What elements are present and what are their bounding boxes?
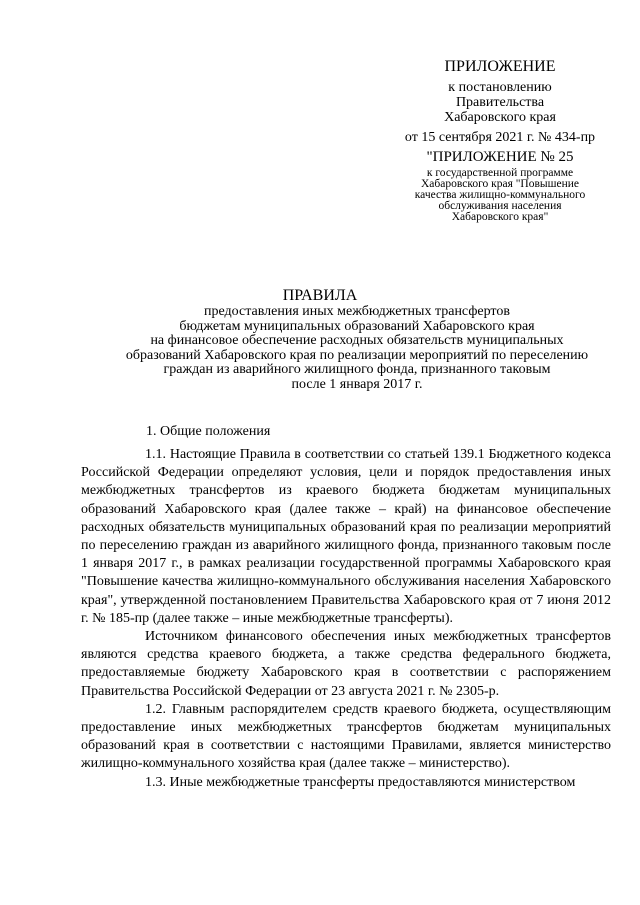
- paragraph-1-1: 1.1. Настоящие Правила в соответствии со статьей 139.1 Бюджетного кодекса Российской Федерации определяют условия, цели и порядок предоставления иных межбюджетных трансфертов из краевого бюджета бюджетам муниципальных образований Хабаровского края (далее также – край) на финансовое обеспечение расходных обязательств муниципальных образований края по реализации мероприятий по переселению граждан из аварийного жилищного фонда, признанного таковым после 1 января 2017 г., в рамках реализации государственной программы Хабаровского края "Повышение качества жилищно-коммунального обслуживания населения Хабаровского края", утвержденной постановлением Правительства Хабаровского края от 7 июня 2012 г. № 185-пр (далее также – иные межбюджетные трансферты).: [81, 447, 611, 626]
- rules-subtitle-line: бюджетам муниципальных образований Хабаровского края: [179, 318, 535, 334]
- rules-subtitle-line: предоставления иных межбюджетных трансфертов: [204, 304, 510, 319]
- rules-subtitle-line: на финансовое обеспечение расходных обязательств муниципальных: [150, 333, 564, 349]
- body-text: [81, 446, 611, 792]
- section-heading: 1. Общие положения: [146, 424, 271, 439]
- program-appendix-line-1: к государственной программе: [426, 167, 574, 179]
- paragraph-funding-source: Источником финансового обеспечения иных межбюджетных трансфертов являются средства краевого бюджета, а также средства федерального бюджета, предоставляемые бюджету Хабаровского края в соответствии с распоряжением Правительства Российской Федерации от 23 августа 2021 г. № 2305-р.: [81, 629, 611, 699]
- program-appendix-header: [385, 149, 615, 223]
- appendix-header: [385, 58, 615, 145]
- paragraph-1-3: 1.3. Иные межбюджетные трансферты предоставляются министерством: [145, 774, 576, 790]
- rules-subtitle-line: после 1 января 2017 г.: [291, 376, 423, 392]
- appendix-line-2: Правительства: [455, 95, 545, 110]
- rules-subtitle: [88, 305, 626, 393]
- paragraph-1-2: 1.2. Главным распорядителем средств краевого бюджета, осуществляющим предоставление иных межбюджетных трансфертов бюджетам муниципальных образований края в соответствии с настоящими Правилами, является министерство жилищно-коммунального хозяйства края (далее также – министерство).: [81, 701, 611, 772]
- program-appendix-title: "ПРИЛОЖЕНИЕ № 25: [426, 149, 574, 165]
- rules-subtitle-line: образований Хабаровского края по реализации мероприятий по переселению: [125, 347, 589, 363]
- appendix-title: ПРИЛОЖЕНИЕ: [444, 58, 556, 75]
- rules-title: ПРАВИЛА: [282, 287, 358, 304]
- rules-subtitle-line: граждан из аварийного жилищного фонда, признанного таковым: [163, 362, 551, 378]
- appendix-date-line: от 15 сентября 2021 г. № 434-пр: [404, 130, 596, 145]
- program-appendix-line-5: Хабаровского края": [451, 211, 549, 223]
- program-appendix-line-4: обслуживания населения: [438, 200, 562, 212]
- program-appendix-line-3: качества жилищно-коммунального: [414, 189, 586, 201]
- appendix-line-1: к постановлению: [448, 80, 552, 95]
- appendix-line-3: Хабаровского края: [444, 110, 556, 125]
- program-appendix-line-2: Хабаровского края "Повышение: [420, 178, 580, 190]
